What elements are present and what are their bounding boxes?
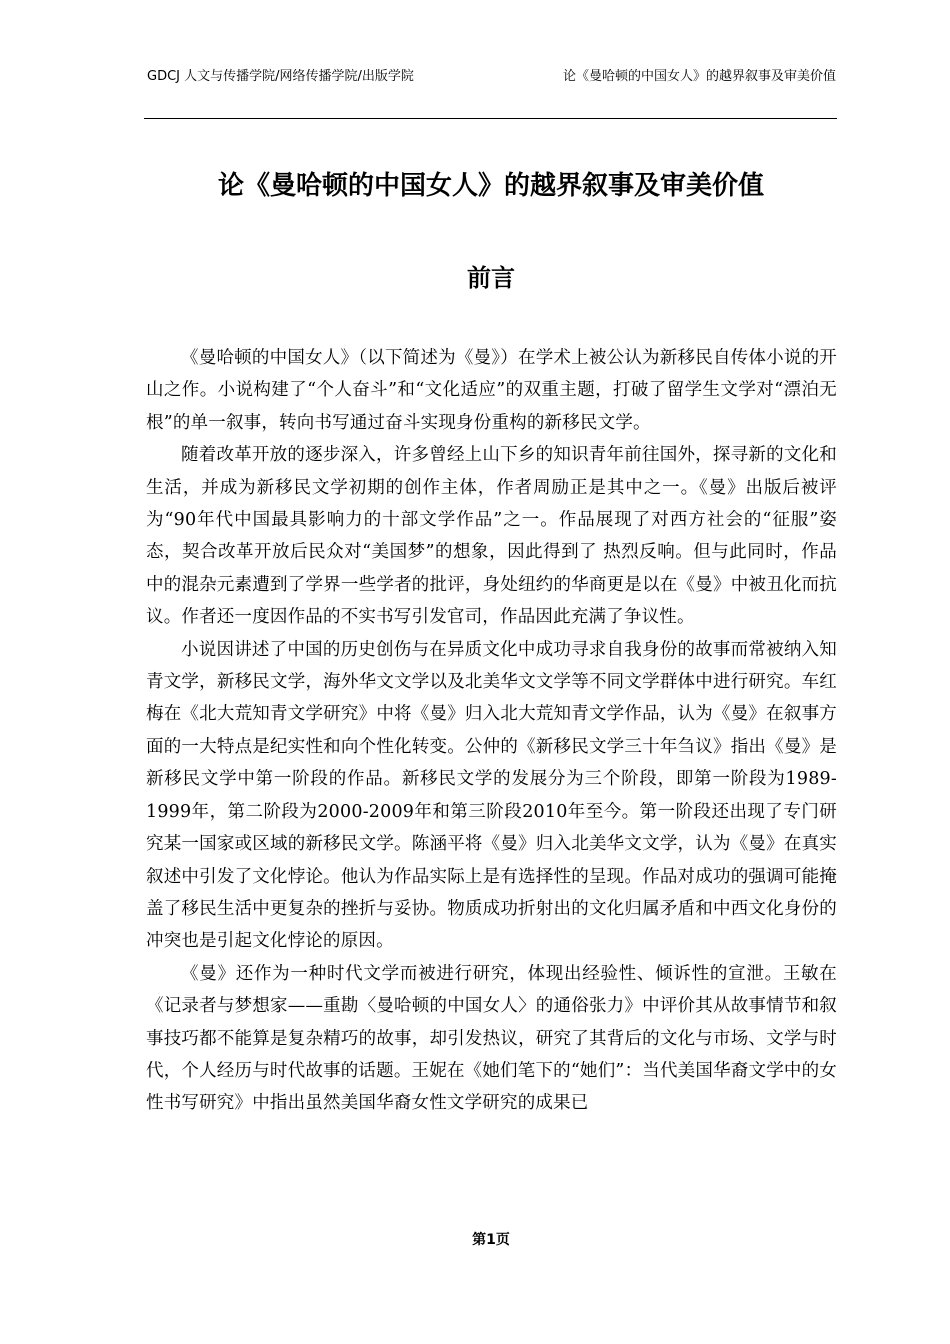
- page-number: 第1页: [472, 1232, 510, 1248]
- paragraph: 随着改革开放的逐步深入，许多曾经上山下乡的知识青年前往国外，探寻新的文化和生活，并成为新移民文学初期的创作主体，作者周励正是其中之一。《曼》出版后被评为“90年代中国最具影响力的十部文学作品”之一。作品展现了对西方社会的“征服”姿态，契合改革开放后民众对“美国梦”的想象，因此得到了 热烈反响。但与此同时，作品中的混杂元素遭到了学界一些学者的批评，身处纽约的华商更是以在《曼》中被丑化而抗议。作者还一度因作品的不实书写引发官司，作品因此充满了争议性。: [146, 445, 837, 628]
- paragraph: 小说因讲述了中国的历史创伤与在异质文化中成功寻求自我身份的故事而常被纳入知青文学，新移民文学，海外华文文学以及北美华文文学等不同文学群体中进行研究。车红梅在《北大荒知青文学研究》中将《曼》归入北大荒知青文学作品，认为《曼》在叙事方面的一大特点是纪实性和向个性化转变。公仲的《新移民文学三十年刍议》指出《曼》是新移民文学中第一阶段的作品。新移民文学的发展分为三个阶段，即第一阶段为1989-1999年，第二阶段为2000-2009年和第三阶段2010年至今。第一阶段还出现了专门研究某一国家或区域的新移民文学。陈涵平将《曼》归入北美华文文学，认为《曼》在真实叙述中引发了文化悖论。他认为作品实际上是有选择性的呈现。作品对成功的强调可能掩盖了移民生活中更复杂的挫折与妥协。物质成功折射出的文化归属矛盾和中西文化身份的冲突也是引起文化悖论的原因。: [146, 639, 837, 952]
- paragraph: 《曼哈顿的中国女人》（以下简述为《曼》）在学术上被公认为新移民自传体小说的开山之作。小说构建了“个人奋斗”和“文化适应”的双重主题，打破了留学生文学对“漂泊无根”的单一叙事，转向书写通过奋斗实现身份重构的新移民文学。: [146, 348, 837, 433]
- running-header-left: GDCJ 人文与传播学院/网络传播学院/出版学院: [147, 69, 414, 84]
- body-text: [146, 342, 837, 1120]
- paragraph: 《曼》还作为一种时代文学而被进行研究，体现出经验性、倾诉性的宣泄。王敏在《记录者与梦想家——重勘〈曼哈顿的中国女人〉的通俗张力》中评价其从故事情节和叙事技巧都不能算是复杂精巧的故事，却引发热议，研究了其背后的文化与市场、文学与时代，个人经历与时代故事的话题。王妮在《她们笔下的“她们”：当代美国华裔文学中的女性书写研究》中指出虽然美国华裔女性文学研究的成果已: [146, 963, 837, 1114]
- document-title: 论《曼哈顿的中国女人》的越界叙事及审美价值: [217, 171, 764, 201]
- section-title: 前言: [467, 264, 515, 292]
- running-header-right: 论《曼哈顿的中国女人》的越界叙事及审美价值: [562, 69, 836, 84]
- header-divider: [144, 118, 837, 119]
